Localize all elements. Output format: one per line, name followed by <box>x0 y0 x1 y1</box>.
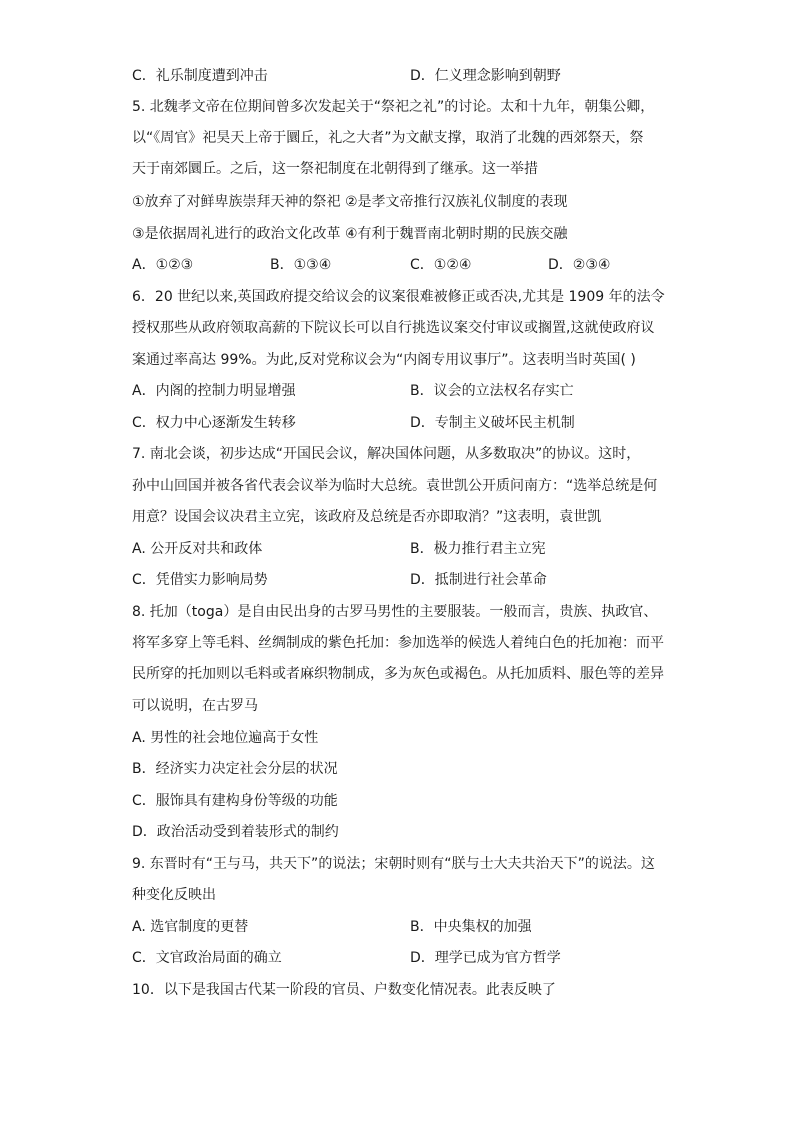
q8-option-c: C．服饰具有建构身份等级的功能 <box>132 793 338 809</box>
q9-stem-line-2: 种变化反映出 <box>132 887 216 903</box>
q8-stem-line-3: 民所穿的托加则以毛料或者麻织物制成，多为灰色或褐色。从托加质料、服色等的差异 <box>132 666 664 682</box>
q7-option-d: D．抵制进行社会革命 <box>410 572 547 588</box>
q6-option-d: D．专制主义破坏民主机制 <box>410 415 575 431</box>
q5-stem-line-3: 天于南郊圜丘。之后，这一祭祀制度在北朝得到了继承。这一举措 <box>132 161 538 177</box>
q7-option-c: C．凭借实力影响局势 <box>132 572 268 588</box>
q8-stem-line-2: 将军多穿上等毛料、丝绸制成的紫色托加：参加选举的候选人着纯白色的托加袍：而平 <box>132 635 664 651</box>
q6-option-c: C．权力中心逐渐发生转移 <box>132 415 296 431</box>
q10-stem-line-1: 10．以下是我国古代某一阶段的官员、户数变化情况表。此表反映了 <box>132 982 556 998</box>
q4-option-d: D．仁义理念影响到朝野 <box>410 68 561 84</box>
q7-option-a: A. 公开反对共和政体 <box>132 541 263 557</box>
q8-option-a: A. 男性的社会地位遍高于女性 <box>132 730 319 746</box>
q7-stem-line-3: 用意？设国会议决君主立宪，该政府及总统是否亦即取消？”这表明，袁世凯 <box>132 509 602 525</box>
q9-option-a: A. 选官制度的更替 <box>132 919 249 935</box>
q5-option-c: C．①②④ <box>410 257 472 273</box>
q8-stem-line-1: 8. 托加（toga）是自由民出身的古罗马男性的主要服装。一般而言，贵族、执政官、 <box>132 604 658 620</box>
q6-stem-line-1: 6．20 世纪以来,英国政府提交给议会的议案很难被修正或否决,尤其是 1909 年的法令 <box>132 289 665 305</box>
q9-option-b: B．中央集权的加强 <box>410 919 532 935</box>
q9-option-c: C．文官政治局面的确立 <box>132 950 282 966</box>
q7-option-b: B．极力推行君主立宪 <box>410 541 546 557</box>
q5-item-line-2: ③是依据周礼进行的政治文化改革 ④有利于魏晋南北朝时期的民族交融 <box>132 226 568 242</box>
q5-option-a: A．①②③ <box>132 257 194 273</box>
q6-option-b: B．议会的立法权名存实亡 <box>410 383 574 399</box>
q5-option-d: D．②③④ <box>548 257 611 273</box>
q7-stem-line-2: 孙中山回国并被各省代表会议举为临时大总统。袁世凯公开质问南方：“选举总统是何 <box>132 478 658 494</box>
q7-stem-line-1: 7. 南北会谈，初步达成“开国民会议，解决国体问题，从多数取决”的协议。这时， <box>132 446 641 462</box>
q8-option-b: B．经济实力决定社会分层的状况 <box>132 761 338 777</box>
q8-stem-line-4: 可以说明，在古罗马 <box>132 698 258 714</box>
q5-stem-line-2: 以“《周官》祀昊天上帝于圜丘，礼之大者”为文献支撑，取消了北魏的西郊祭天，祭 <box>132 130 644 146</box>
q6-stem-line-3: 案通过率高达 99%。为此,反对党称议会为“内阁专用议事厅”。这表明当时英国( ) <box>132 352 636 368</box>
q9-option-d: D．理学已成为官方哲学 <box>410 950 561 966</box>
q6-stem-line-2: 授权那些从政府领取高薪的下院议长可以自行挑选议案交付审议或搁置,这就使政府议 <box>132 320 655 336</box>
q8-option-d: D．政治活动受到着装形式的制约 <box>132 824 339 840</box>
q4-option-c: C．礼乐制度遭到冲击 <box>132 68 268 84</box>
q5-option-b: B．①③④ <box>270 257 332 273</box>
q6-option-a: A．内阁的控制力明显增强 <box>132 383 296 399</box>
q5-stem-line-1: 5. 北魏孝文帝在位期间曾多次发起关于“祭祀之礼”的讨论。太和十九年，朝集公卿， <box>132 99 655 115</box>
q5-item-line-1: ①放弃了对鲜卑族崇拜天神的祭祀 ②是孝文帝推行汉族礼仪制度的表现 <box>132 194 568 210</box>
q9-stem-line-1: 9. 东晋时有“王与马，共天下”的说法；宋朝时则有“朕与士大夫共治天下”的说法。这 <box>132 856 655 872</box>
